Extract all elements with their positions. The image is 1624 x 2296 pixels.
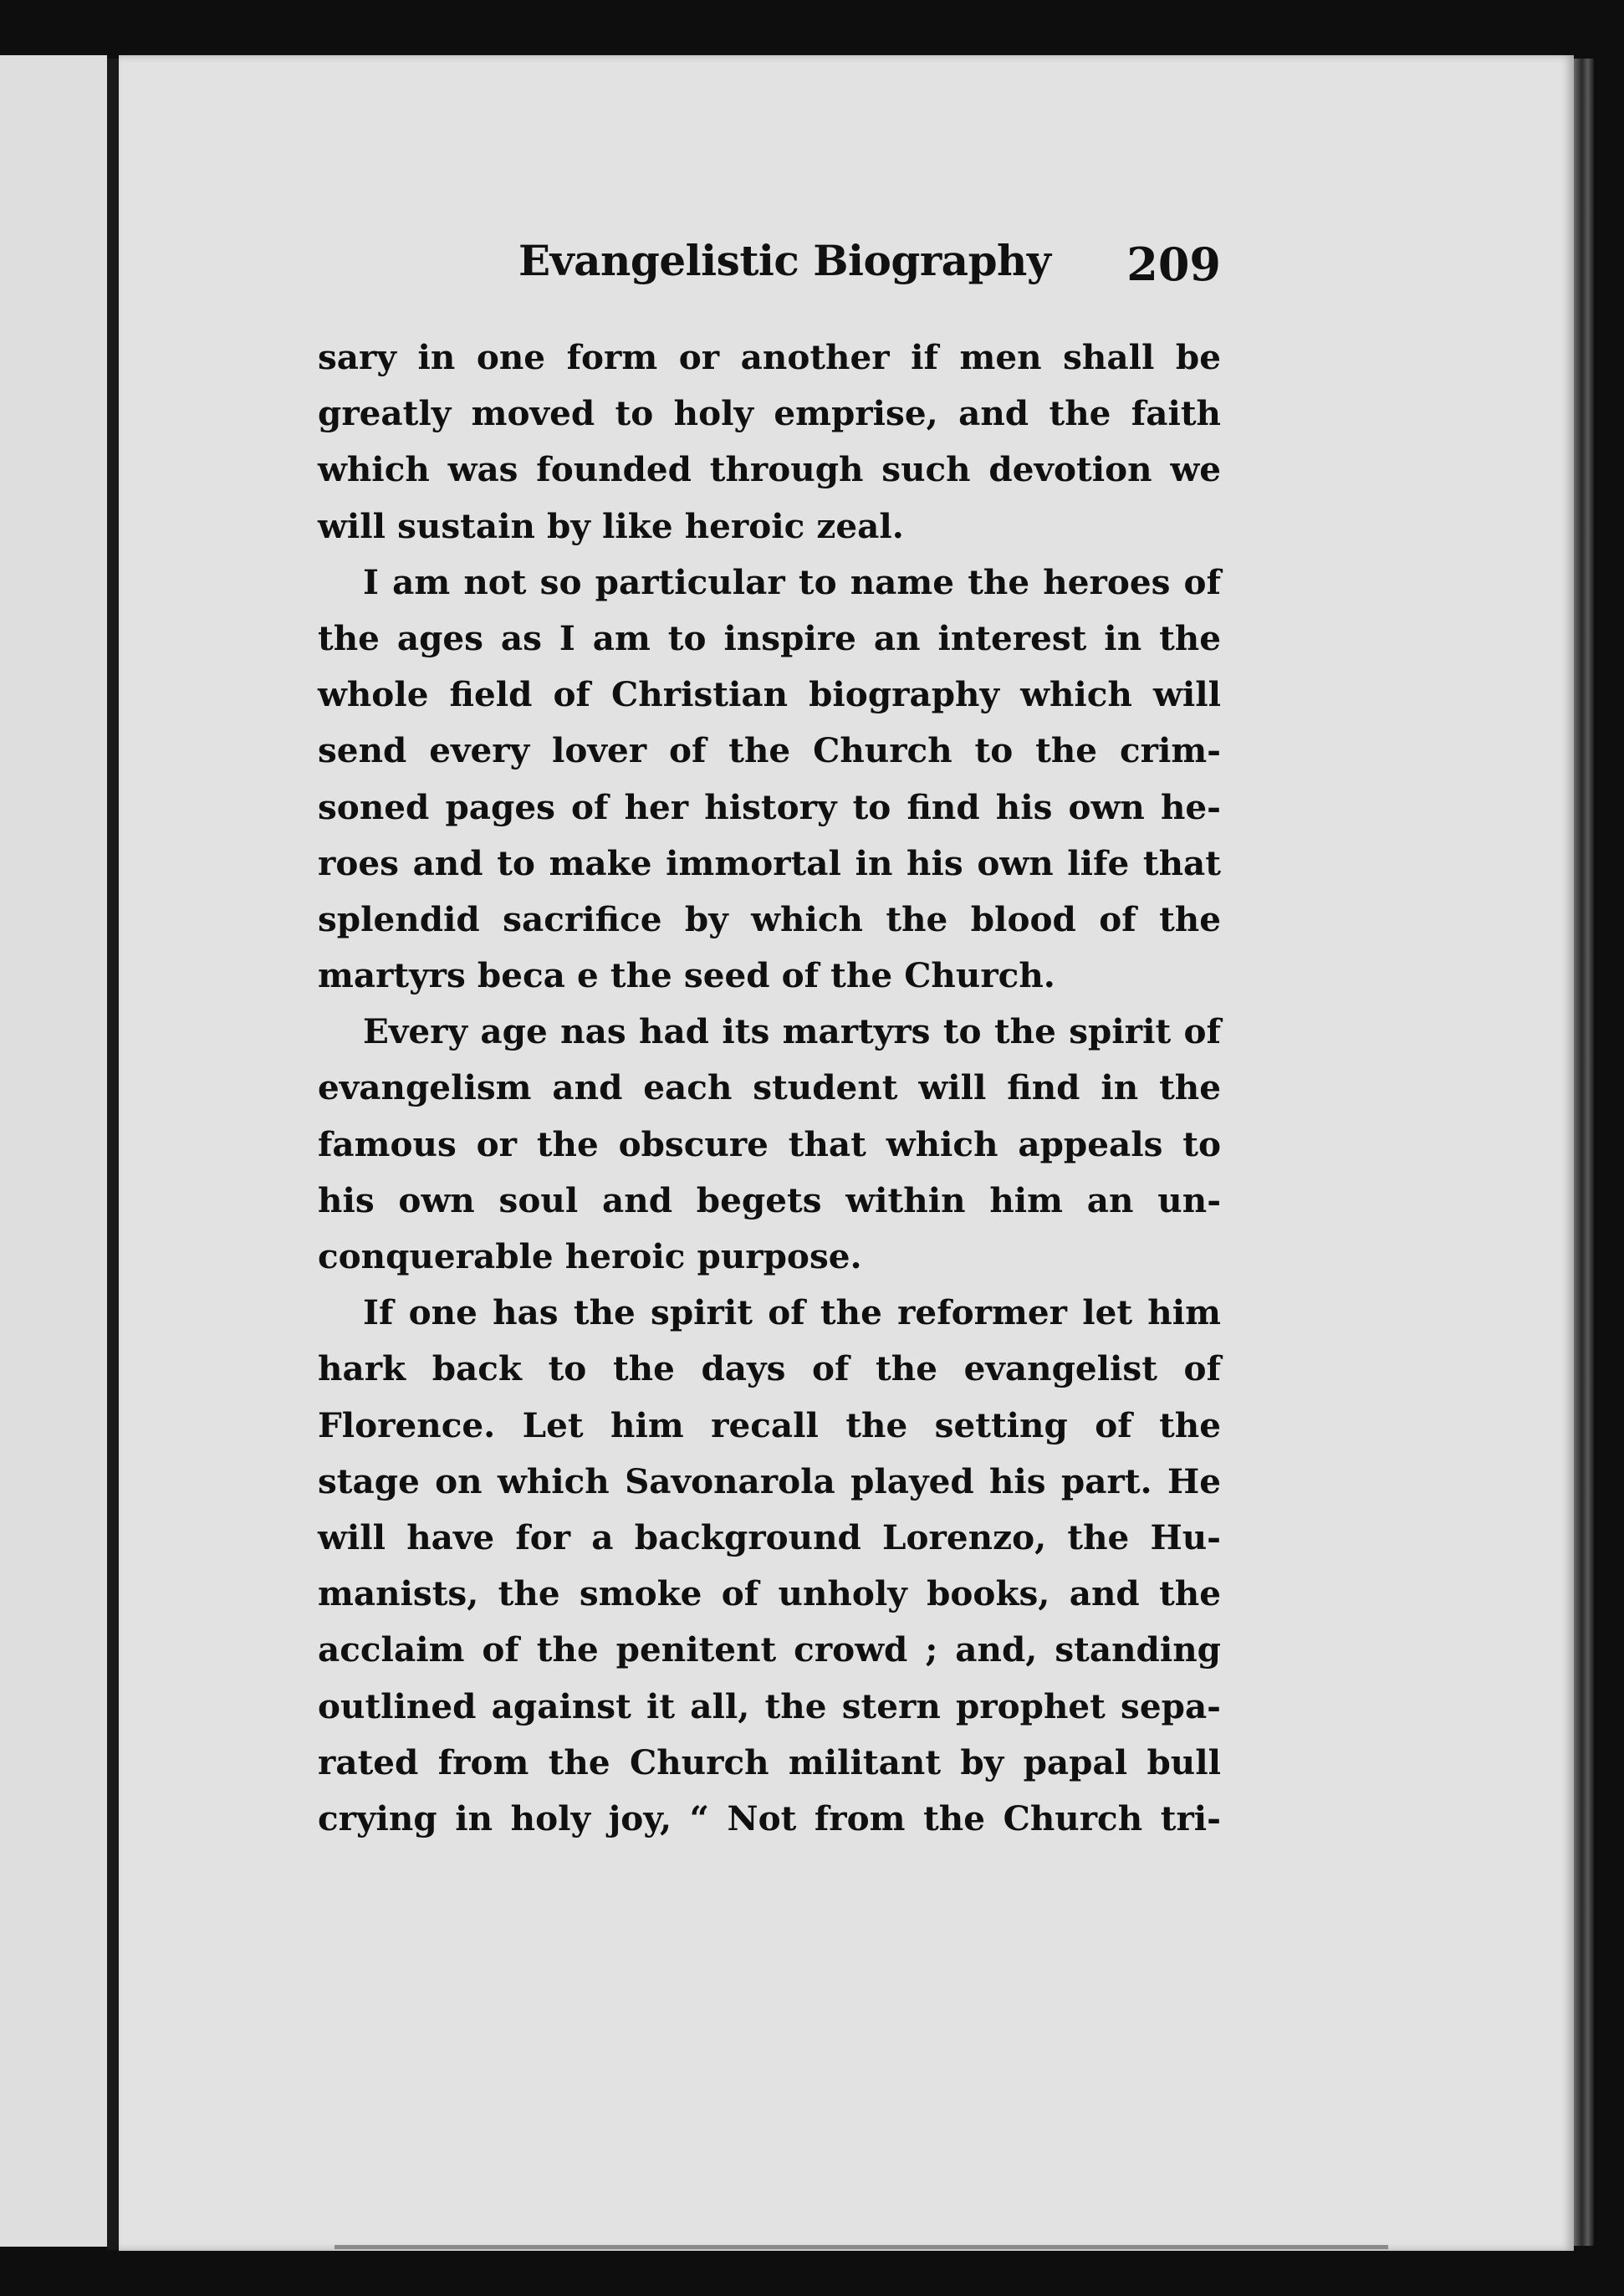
running-head — [518, 236, 1228, 296]
text-line: rated from the Church militant by papal bull — [318, 1741, 1221, 1782]
left-page-edge — [0, 55, 107, 2247]
book-gutter — [107, 59, 119, 2250]
text-line: sary in one form or another if men shall be — [318, 337, 1221, 377]
body-text — [318, 330, 1221, 1847]
page-fore-edge — [1574, 59, 1594, 2246]
text-line: which was founded through such devotion we — [318, 449, 1221, 490]
text-line: soned pages of her history to find his own he- — [318, 786, 1221, 827]
text-line: roes and to make immortal in his own life that — [318, 842, 1221, 883]
text-line: splendid sacrifice by which the blood of the — [318, 898, 1221, 939]
text-line: famous or the obscure that which appeals to — [318, 1123, 1221, 1164]
text-line: the ages as I am to inspire an interest in the — [318, 617, 1221, 658]
text-line: manists, the smoke of unholy books, and the — [318, 1573, 1221, 1614]
text-line: conquerable heroic purpose. — [318, 1236, 862, 1276]
paragraph-first-line: I am not so particular to name the heroes of — [363, 561, 1221, 602]
text-line: will sustain by like heroic zeal. — [318, 505, 904, 546]
text-line: Florence. Let him recall the setting of the — [318, 1404, 1221, 1445]
text-line: acclaim of the penitent crowd ; and, standing — [318, 1629, 1221, 1670]
text-line: send every lover of the Church to the crim- — [318, 730, 1221, 771]
running-title: Evangelistic Biography — [518, 236, 1051, 285]
text-line: martyrs beca e the seed of the Church. — [318, 955, 1055, 996]
text-line: outlined against it all, the stern prophet sepa- — [318, 1685, 1221, 1726]
paragraph-first-line: If one has the spirit of the reformer let him — [363, 1292, 1221, 1333]
text-line: will have for a background Lorenzo, the Hu- — [318, 1516, 1221, 1557]
page-bottom-edge — [335, 2245, 1388, 2249]
text-line: hark back to the days of the evangelist of — [318, 1348, 1221, 1389]
paragraph-first-line: Every age nas had its martyrs to the spirit of — [363, 1011, 1221, 1052]
text-line: crying in holy joy, “ Not from the Church tri- — [318, 1797, 1221, 1838]
text-line: evangelism and each student will find in the — [318, 1067, 1221, 1108]
text-line: stage on which Savonarola played his part. He — [318, 1460, 1221, 1501]
page-number: 209 — [1126, 238, 1221, 291]
text-line: greatly moved to holy emprise, and the faith — [318, 393, 1221, 434]
text-line: whole field of Christian biography which will — [318, 674, 1221, 715]
text-line: his own soul and begets within him an un- — [318, 1179, 1221, 1220]
